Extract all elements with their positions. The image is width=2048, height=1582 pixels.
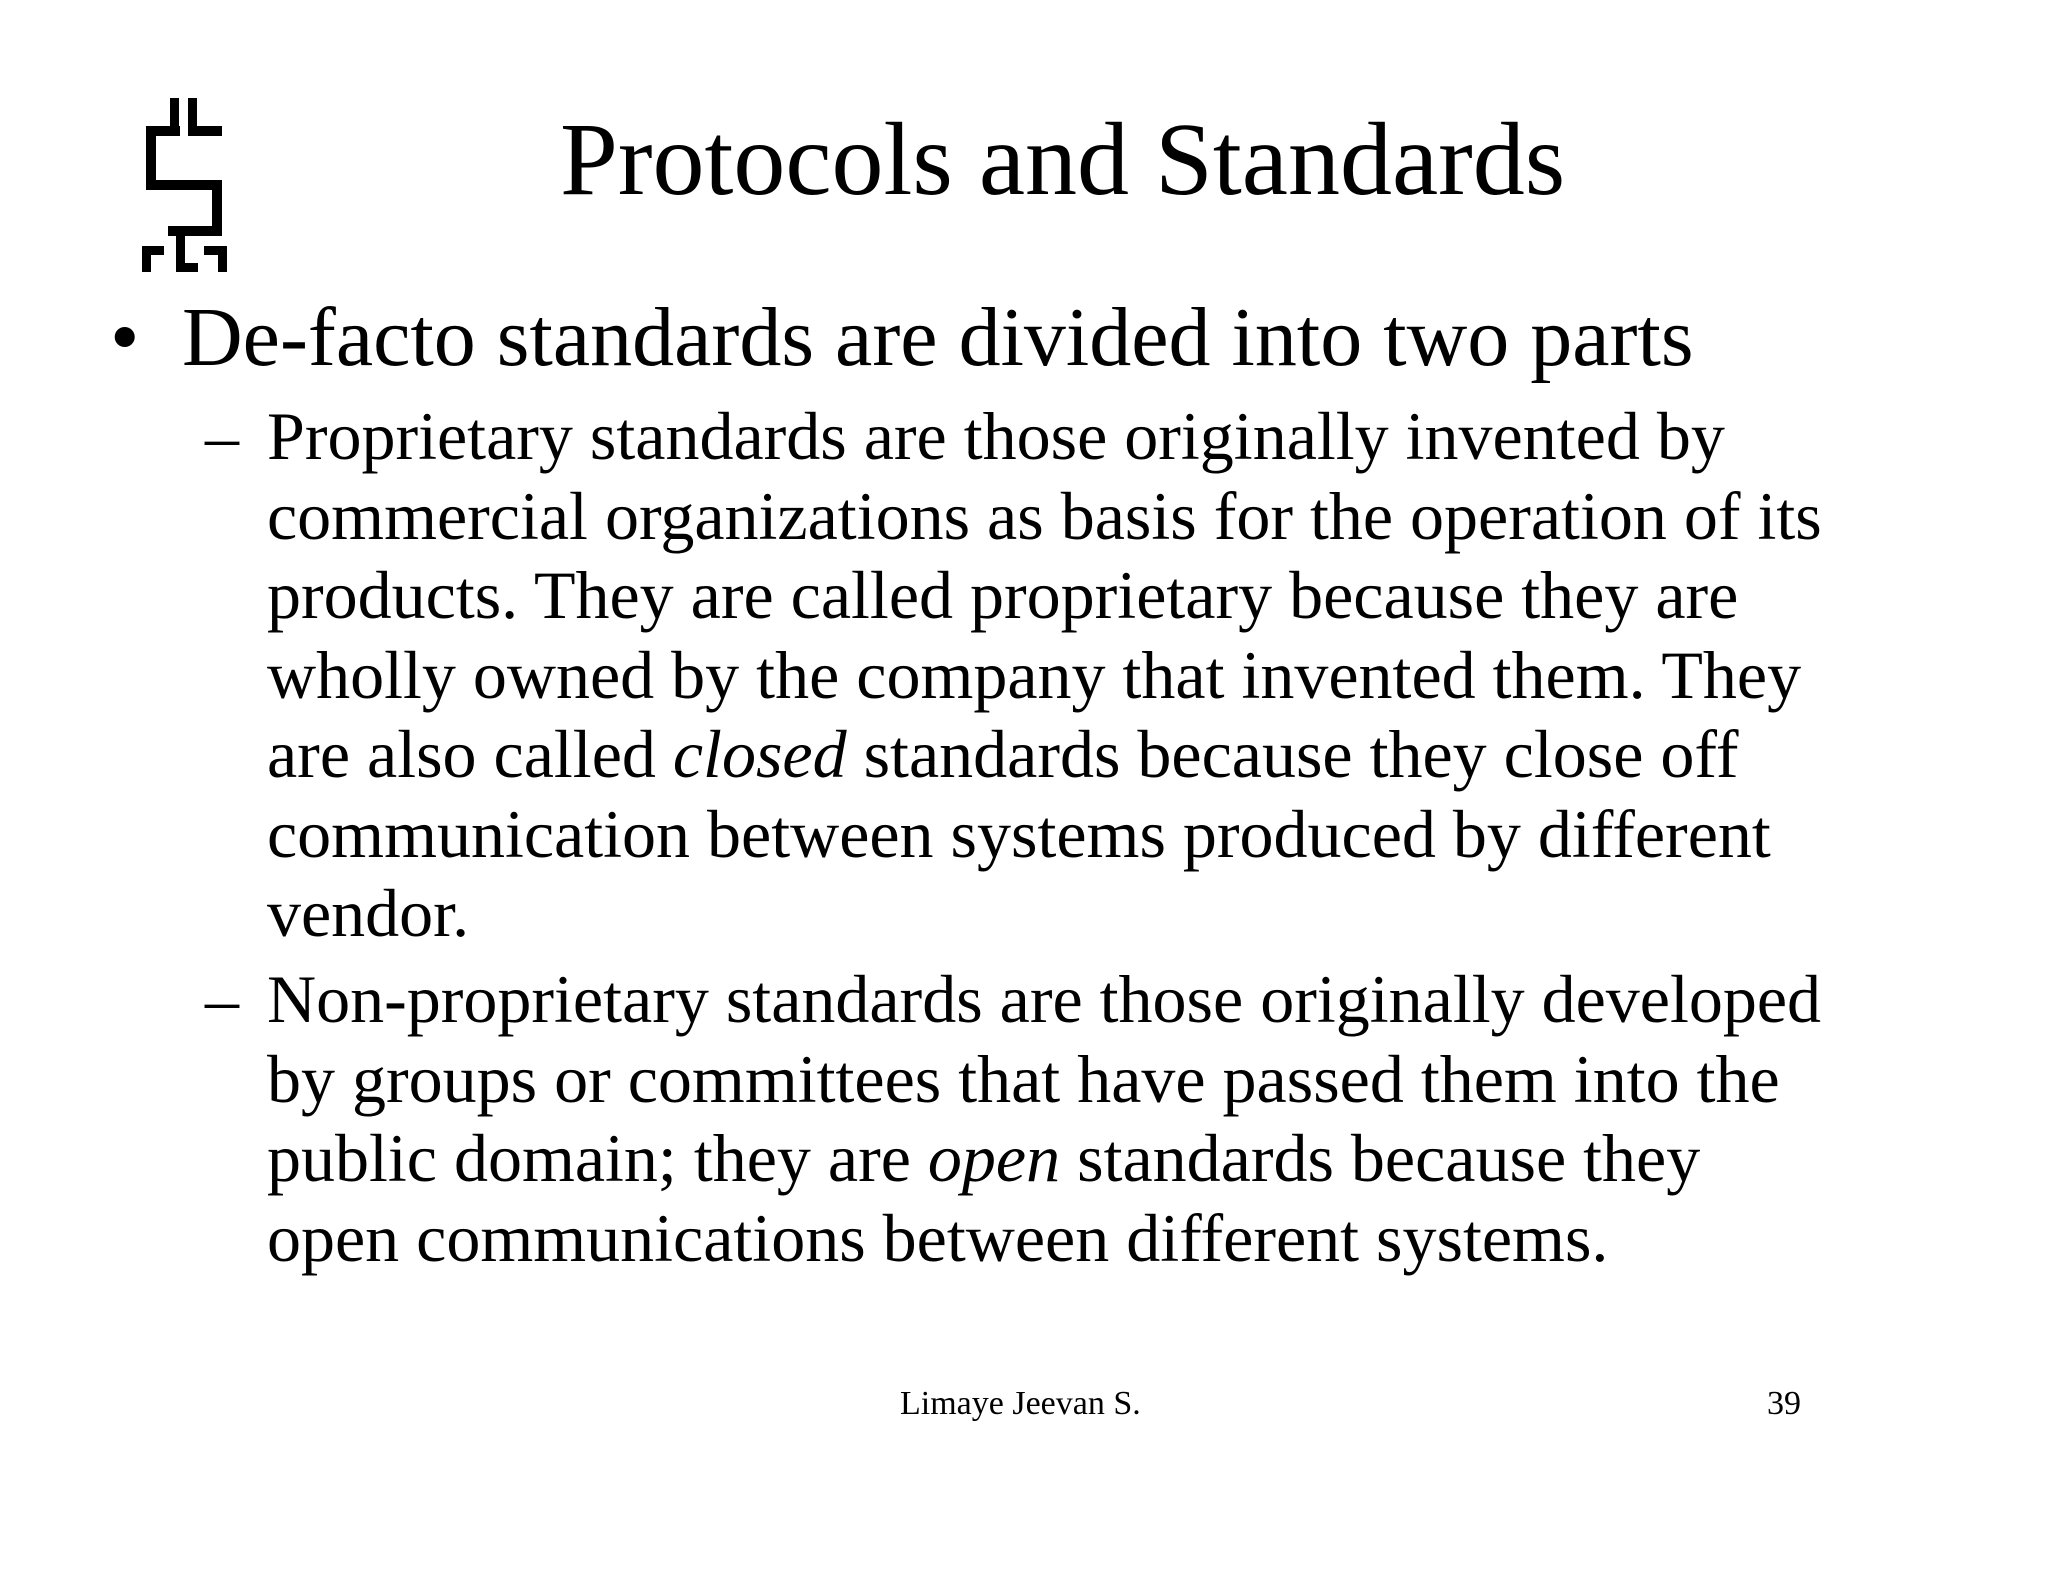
text-line: by groups or committees that have passed them into the <box>267 1040 1780 1117</box>
sub-item-non-proprietary <box>205 960 1975 1278</box>
text-line: vendor. <box>267 875 470 951</box>
text-line <box>205 1119 1975 1199</box>
main-bullet-text: De-facto standards are divided into two parts <box>182 291 1694 384</box>
main-bullet <box>110 288 2010 388</box>
text-line <box>205 715 1975 795</box>
text-line: products. They are called proprietary because they are <box>267 557 1739 633</box>
text-line: wholly owned by the company that invented them. They <box>267 636 1802 713</box>
text-line: open communications between different systems. <box>267 1199 1609 1276</box>
maze-glyph-logo-icon <box>140 96 230 276</box>
slide-title: Protocols and Standards <box>560 102 1566 217</box>
page-number: 39 <box>1767 1385 1801 1422</box>
emphasis-open: open <box>927 1120 1061 1196</box>
text-line: commercial organizations as basis for the operation of its <box>267 477 1822 554</box>
text-line: Proprietary standards are those originally invented by <box>267 398 1725 474</box>
dash-marker: – <box>205 961 239 1037</box>
dash-marker: – <box>205 398 239 474</box>
text-fragment: standards because they close off <box>846 716 1739 792</box>
text-line: Non-proprietary standards are those originally developed <box>267 961 1822 1037</box>
bullet-marker: • <box>110 291 140 384</box>
text-fragment: standards because they <box>1060 1120 1701 1196</box>
sub-item-proprietary <box>205 397 1975 954</box>
text-fragment: are also called <box>267 716 673 792</box>
emphasis-closed: closed <box>672 716 847 792</box>
footer-author: Limaye Jeevan S. <box>900 1385 1141 1422</box>
text-line: communication between systems produced by different <box>267 795 1771 872</box>
text-fragment: public domain; they are <box>267 1120 928 1196</box>
